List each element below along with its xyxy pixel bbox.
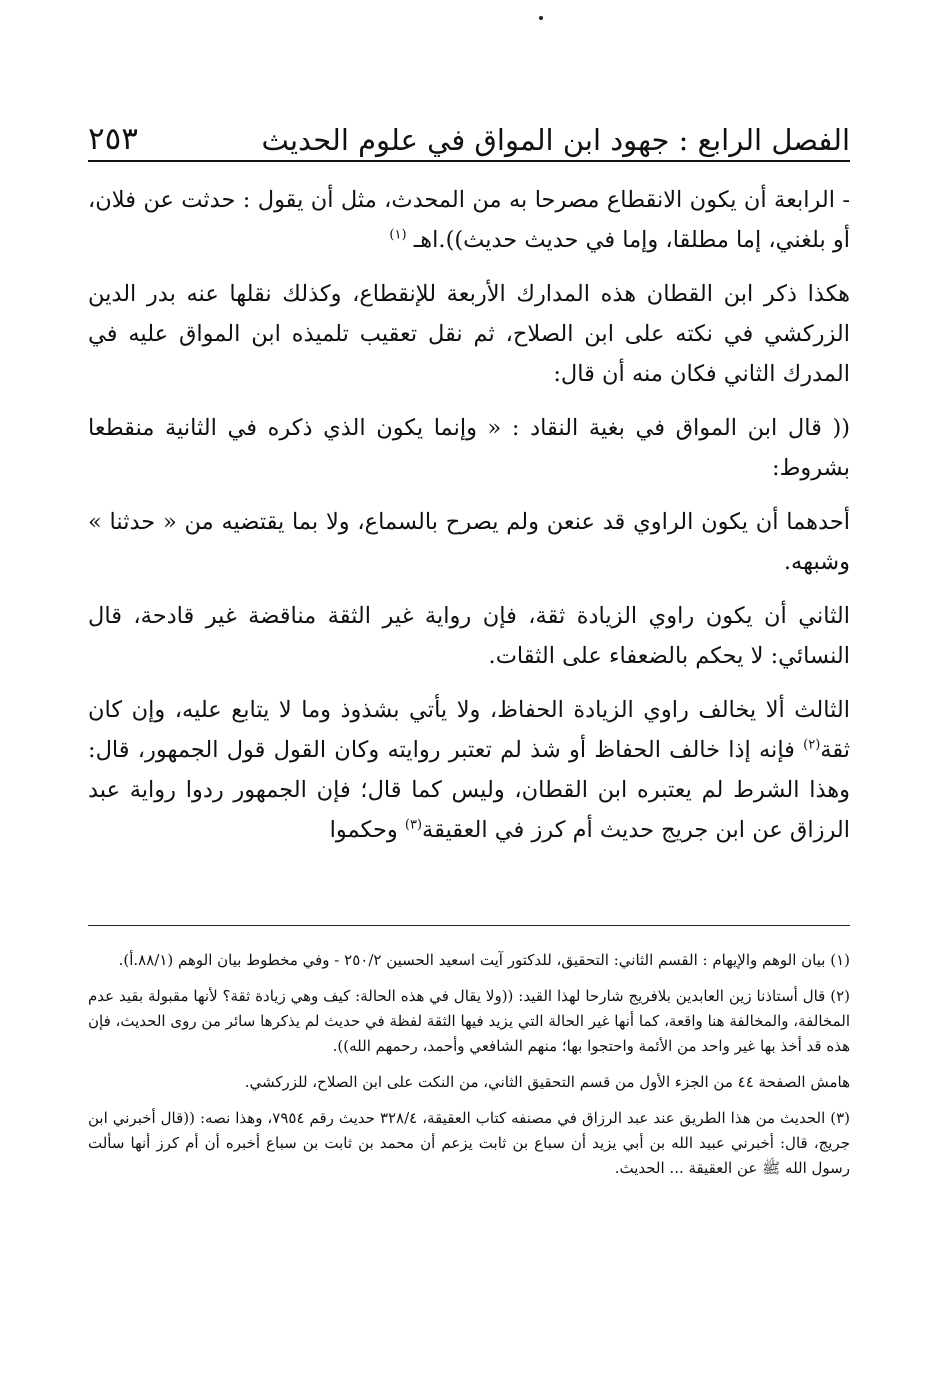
paragraph-1 xyxy=(88,180,850,260)
scan-dot xyxy=(539,16,543,20)
footnote-2: (٢) قال أستاذنا زين العابدين بلافريج شارحا لهذا القيد: ((ولا يقال في هذه الحالة: كيف وهي زيادة ثقة؟ لأنها مقبولة بقيد عدم المخالفة، والمخالفة هنا واقعة، كما أنها غير الحالة التي يزيد فيها الثقة لفظة في حديث لم يذكرها سائر من روى الحديث، فإن هذه قد أخذ بها غير واحد من الأئمة واحتجوا بها؛ منهم الشافعي وأحمد، رحمهم الله)). xyxy=(88,987,850,1055)
paragraph-6-text-c: وحكموا xyxy=(329,817,405,843)
footnotes xyxy=(88,948,850,1308)
footnote-3: (٣) الحديث من هذا الطريق عند عبد الرزاق في مصنفه كتاب العقيقة، ٣٢٨/٤ حديث رقم ٧٩٥٤، وهذا نصه: ((قال أخبرني ابن جريج، قال: أخبرني عبيد الله بن أبي يزيد أن سباع بن ثابت يزعم أن محمد بن ثابت بن سباع أخبره أن أم كرز أنها سألت رسول الله ﷺ عن العقيقة ... الحديث. xyxy=(88,1109,850,1177)
paragraph-6-text-a: الثالث ألا يخالف راوي الزيادة الحفاظ، ولا يأتي بشذوذ وما لا يتابع عليه، وإن كان ثقة xyxy=(88,697,850,763)
footnote-ref-1: (١) xyxy=(389,227,407,243)
footnote-ref-3: (٣) xyxy=(404,817,423,833)
paragraph-1-text: - الرابعة أن يكون الانقطاع مصرحا به من المحدث، مثل أن يقول : حدثت عن فلان، أو بلغني، إما مطلقا، وإما في حديث حديث)).اهـ xyxy=(88,187,850,253)
footnote-separator xyxy=(88,925,850,926)
paragraph-6 xyxy=(88,690,850,850)
footnote-2-continuation: هامش الصفحة ٤٤ من الجزء الأول من قسم التحقيق الثاني، من النكت على ابن الصلاح، للزركشي. xyxy=(244,1073,850,1091)
footnote-1: (١) بيان الوهم والإيهام : القسم الثاني: التحقيق، للدكتور آيت اسعيد الحسين ٢٥٠/٢ - وفي مخطوط بيان الوهم (٨٨/١.أ). xyxy=(118,951,850,969)
header-rule xyxy=(88,160,850,162)
paragraph-3: (( قال ابن المواق في بغية النقاد : « وإنما يكون الذي ذكره في الثانية منقطعا بشروط: xyxy=(88,415,850,481)
paragraph-4: أحدهما أن يكون الراوي قد عنعن ولم يصرح بالسماع، ولا بما يقتضيه من « حدثنا » وشبهه. xyxy=(88,509,850,575)
page-header xyxy=(88,110,850,158)
chapter-title: الفصل الرابع : جهود ابن المواق في علوم الحديث xyxy=(261,123,850,158)
paragraph-6-text-b: فإنه إذا خالف الحفاظ أو شذ لم تعتبر روايته وكان القول قول الجمهور، قال: وهذا الشرط لم يعتبره ابن القطان، وليس كما قال؛ فإن الجمهور ردوا رواية عبد الرزاق عن ابن جريج حديث أم كرز في العقيقة xyxy=(88,737,850,843)
paragraph-2: هكذا ذكر ابن القطان هذه المدارك الأربعة للإنقطاع، وكذلك نقلها عنه بدر الدين الزركشي في نكته على ابن الصلاح، ثم نقل تعقيب تلميذه ابن المواق عليه في المدرك الثاني فكان منه أن قال: xyxy=(88,281,850,387)
paragraph-5: الثاني أن يكون راوي الزيادة ثقة، فإن رواية غير الثقة مناقضة غير قادحة، قال النسائي: لا يحكم بالضعفاء على الثقات. xyxy=(88,603,850,669)
page-number: ٢٥٣ xyxy=(88,120,138,157)
main-text xyxy=(88,180,850,920)
footnote-ref-2: (٢) xyxy=(803,737,821,753)
